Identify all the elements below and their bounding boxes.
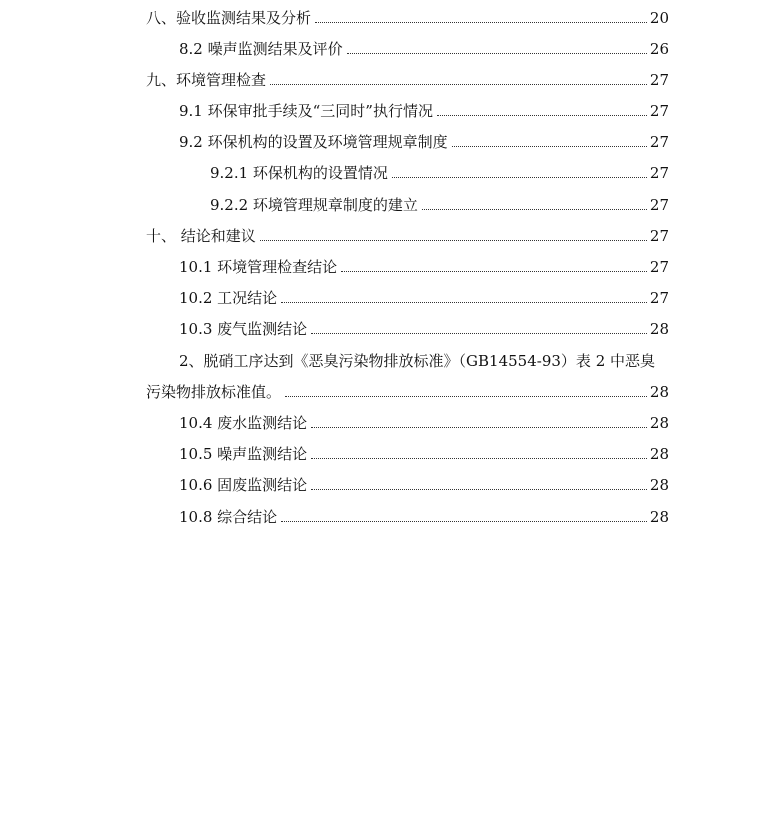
- toc-entry-title: 10.6 固废监测结论: [179, 476, 308, 494]
- toc-entry[interactable]: [179, 315, 669, 339]
- toc-leader: [311, 458, 647, 459]
- toc-entry[interactable]: [179, 284, 669, 308]
- toc-page-number: 28: [649, 414, 669, 432]
- toc-entry[interactable]: [146, 378, 669, 402]
- toc-entry[interactable]: [210, 191, 669, 215]
- toc-page-number: 27: [649, 289, 669, 307]
- toc-entry[interactable]: [146, 222, 669, 246]
- toc-page-number: 27: [649, 164, 669, 182]
- toc-entry-title: 9.2.2 环境管理规章制度的建立: [210, 196, 418, 214]
- toc-entry-title: 9.1 环保审批手续及“三同时”执行情况: [179, 102, 433, 120]
- toc-entry-title: 10.2 工况结论: [179, 289, 278, 307]
- toc-leader: [311, 333, 647, 334]
- toc-leader: [311, 489, 647, 490]
- toc-leader: [437, 115, 647, 116]
- toc-entry[interactable]: [179, 97, 669, 121]
- toc-entry-title: 8.2 噪声监测结果及评价: [179, 40, 343, 58]
- toc-entry-title: 八、验收监测结果及分析: [146, 9, 312, 27]
- toc-leader: [422, 209, 647, 210]
- toc-leader: [392, 177, 647, 178]
- toc-page-number: 27: [649, 196, 669, 214]
- toc-entry[interactable]: [179, 253, 669, 277]
- toc-page-number: 28: [649, 320, 669, 338]
- toc-leader: [260, 240, 647, 241]
- toc-page-number: 27: [649, 258, 669, 276]
- toc-entry-title: 九、环境管理检查: [146, 71, 267, 89]
- toc-entry[interactable]: [210, 159, 669, 183]
- toc-entry[interactable]: [179, 128, 669, 152]
- toc-page-number: 28: [649, 383, 669, 401]
- toc-leader: [311, 427, 647, 428]
- toc-entry-title: 10.8 综合结论: [179, 508, 278, 526]
- toc-entry[interactable]: [179, 35, 669, 59]
- toc-leader: [281, 521, 647, 522]
- toc-leader: [285, 396, 647, 397]
- toc-page-number: 27: [649, 71, 669, 89]
- toc-entry-title: 10.1 环境管理检查结论: [179, 258, 338, 276]
- toc-leader: [281, 302, 647, 303]
- toc-entry-wrapped-line[interactable]: [179, 347, 669, 371]
- toc-leader: [452, 146, 647, 147]
- toc-page-number: 20: [649, 9, 669, 27]
- toc-leader: [341, 271, 647, 272]
- toc-entry[interactable]: [146, 4, 669, 28]
- toc-page-number: 28: [649, 476, 669, 494]
- toc-entry-title: 10.5 噪声监测结论: [179, 445, 308, 463]
- toc-page-number: 27: [649, 102, 669, 120]
- toc-entry[interactable]: [179, 440, 669, 464]
- toc-page-number: 28: [649, 445, 669, 463]
- toc-entry[interactable]: [179, 409, 669, 433]
- toc-leader: [315, 22, 647, 23]
- toc-entry[interactable]: [179, 471, 669, 495]
- toc-entry-title: 污染物排放标准值。: [146, 383, 282, 401]
- toc-entry-title: 10.4 废水监测结论: [179, 414, 308, 432]
- toc-page-number: 27: [649, 227, 669, 245]
- toc-entry-title: 十、 结论和建议: [146, 227, 256, 245]
- toc-entry[interactable]: [179, 503, 669, 527]
- toc-entry[interactable]: [146, 66, 669, 90]
- toc-page-number: 26: [649, 40, 669, 58]
- toc-leader: [347, 53, 647, 54]
- toc-entry-title: 9.2 环保机构的设置及环境管理规章制度: [179, 133, 448, 151]
- toc-leader: [270, 84, 647, 85]
- toc-entry-title: 9.2.1 环保机构的设置情况: [210, 164, 388, 182]
- toc-entry-title: 10.3 废气监测结论: [179, 320, 308, 338]
- toc-page-number: 28: [649, 508, 669, 526]
- toc-page-number: 27: [649, 133, 669, 151]
- toc-entry-title: 2、脱硝工序达到《恶臭污染物排放标准》（GB14554-93）表 2 中恶臭: [179, 352, 656, 370]
